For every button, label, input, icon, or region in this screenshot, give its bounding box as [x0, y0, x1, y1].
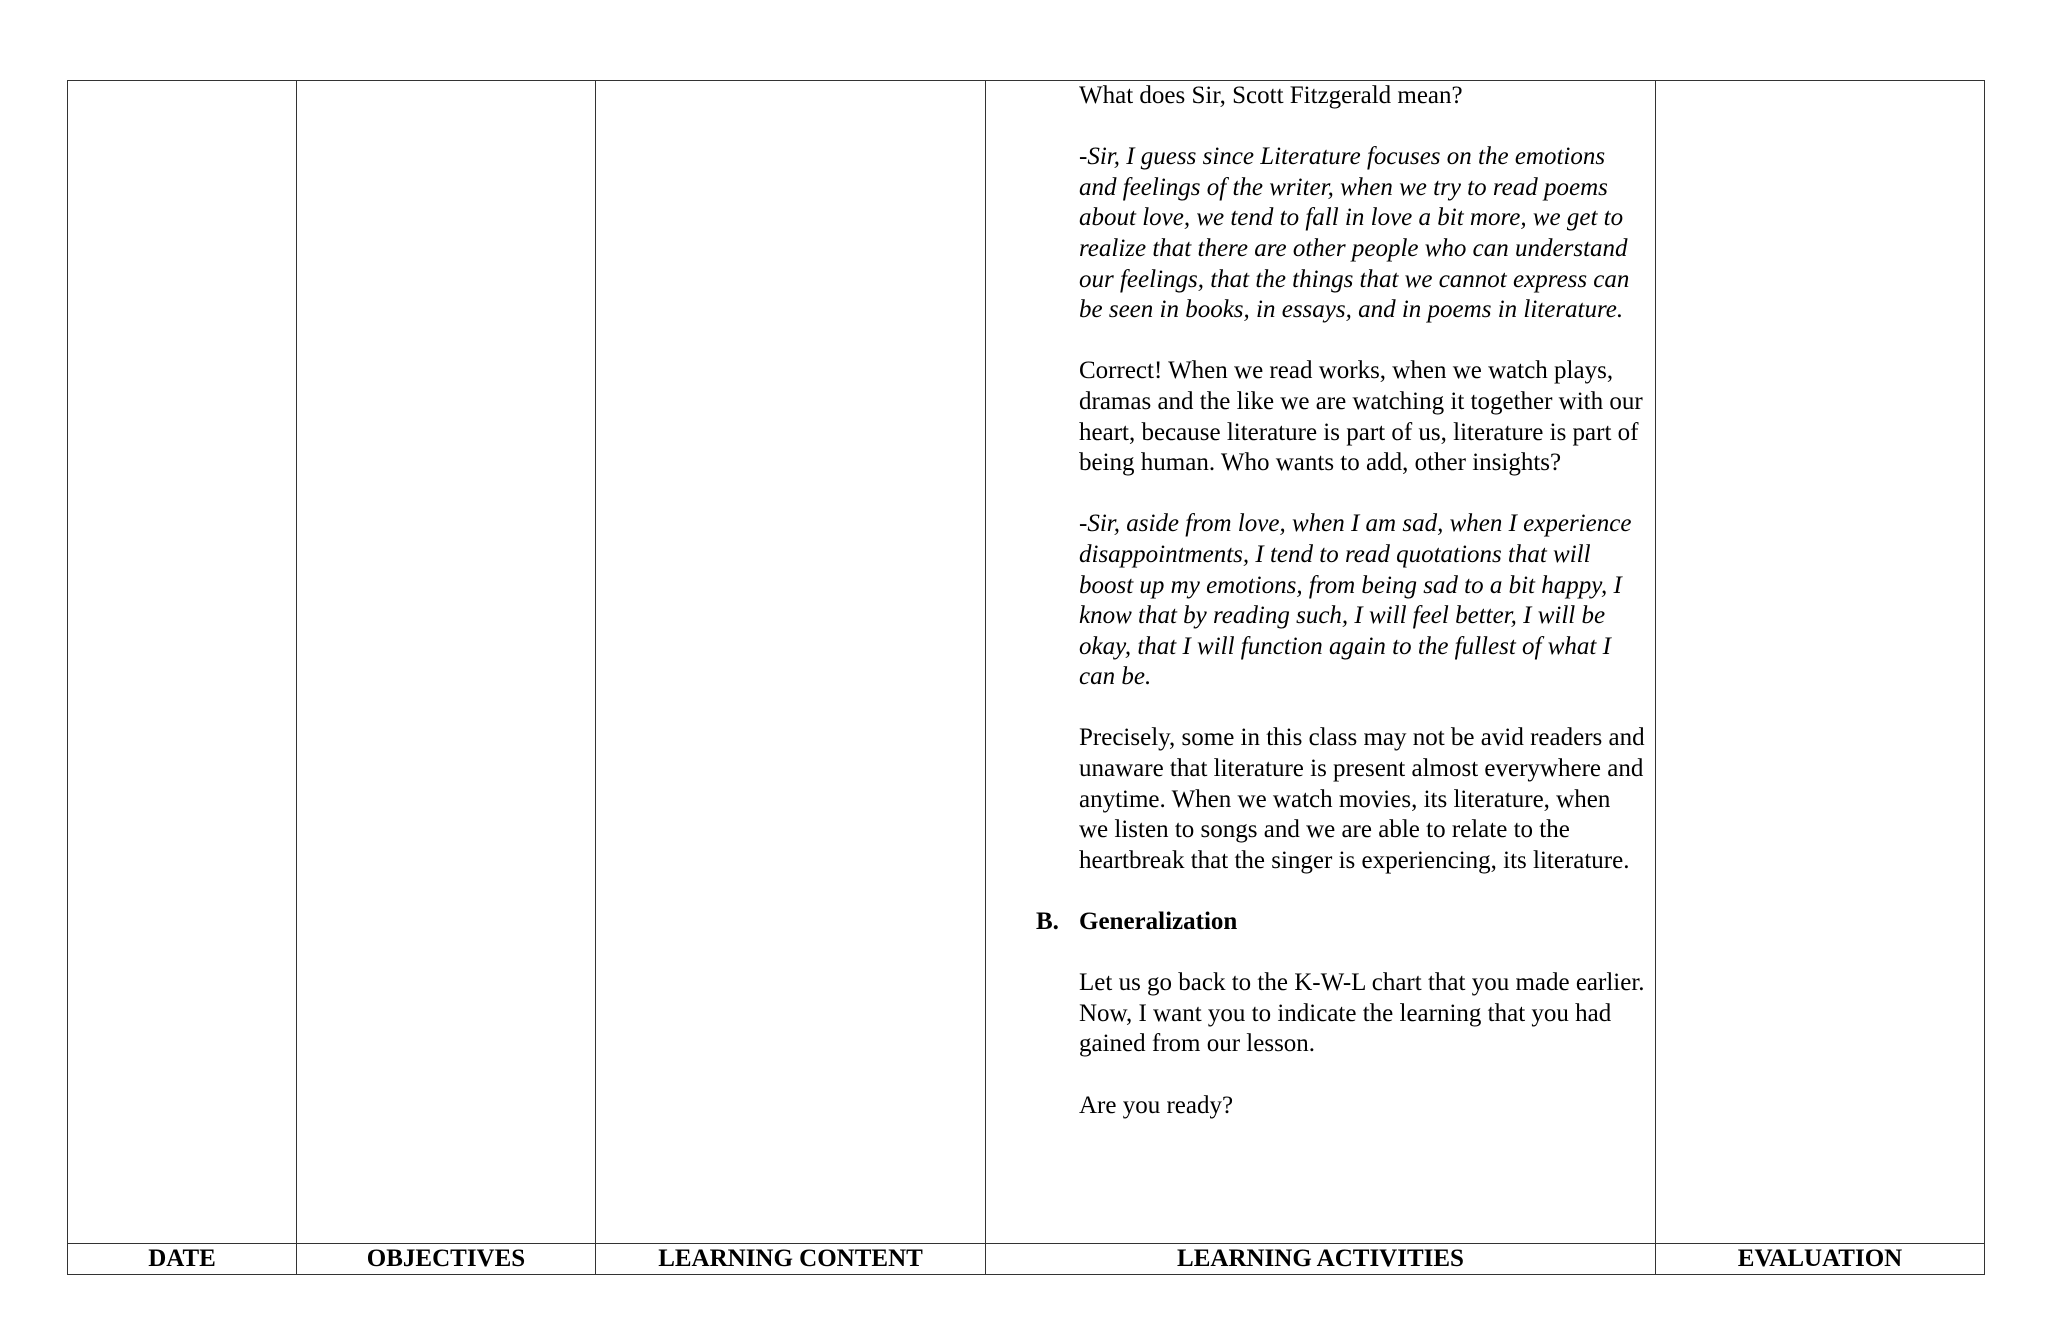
- learning-activities-cell: [986, 81, 1656, 1244]
- header-learning-activities: LEARNING ACTIVITIES: [986, 1244, 1656, 1275]
- header-learning-content: LEARNING CONTENT: [596, 1244, 986, 1275]
- activity-paragraph: Precisely, some in this class may not be avid readers and unaware that literature is present almost everywhere and anytime. When we watch movies, its literature, when we listen to songs and we are able to relate to the heartbreak that the singer is experiencing, its literature.: [1079, 724, 1645, 874]
- date-cell: [68, 81, 297, 1244]
- activity-paragraph: Let us go back to the K-W-L chart that you made earlier. Now, I want you to indicate the learning that you had gained from our lesson.: [1079, 969, 1645, 1058]
- activity-paragraph: Correct! When we read works, when we watch plays, dramas and the like we are watching it together with our heart, because literature is part of us, literature is part of being human. Who wants to add, other insights?: [1079, 357, 1643, 477]
- objectives-cell: [297, 81, 596, 1244]
- learning-content-cell: [596, 81, 986, 1244]
- table-header-row: [68, 1244, 1985, 1275]
- section-letter: B.: [1036, 908, 1059, 936]
- activity-paragraph: Are you ready?: [1079, 1091, 1234, 1119]
- student-response: -Sir, I guess since Literature focuses on the emotions and feelings of the writer, when we try to read poems about love, we tend to fall in love a bit more, we get to realize that there are other people who can understand our feelings, that the things that we cannot express can be seen in books, in essays, and in poems in literature.: [1079, 143, 1630, 324]
- section-heading: [1036, 907, 1645, 938]
- section-title: Generalization: [1079, 908, 1238, 936]
- header-objectives: OBJECTIVES: [297, 1244, 596, 1275]
- activity-paragraph: What does Sir, Scott Fitzgerald mean?: [1079, 82, 1463, 109]
- lesson-plan-table: [67, 80, 1985, 1275]
- evaluation-cell: [1656, 81, 1985, 1244]
- student-response: -Sir, aside from love, when I am sad, when I experience disappointments, I tend to read quotations that will boost up my emotions, from being sad to a bit happy, I know that by reading such, I will feel better, I will be okay, that I will function again to the fullest of what I can be.: [1079, 510, 1632, 691]
- table-content-row: [68, 81, 1985, 1244]
- header-evaluation: EVALUATION: [1656, 1244, 1985, 1275]
- header-date: DATE: [68, 1244, 297, 1275]
